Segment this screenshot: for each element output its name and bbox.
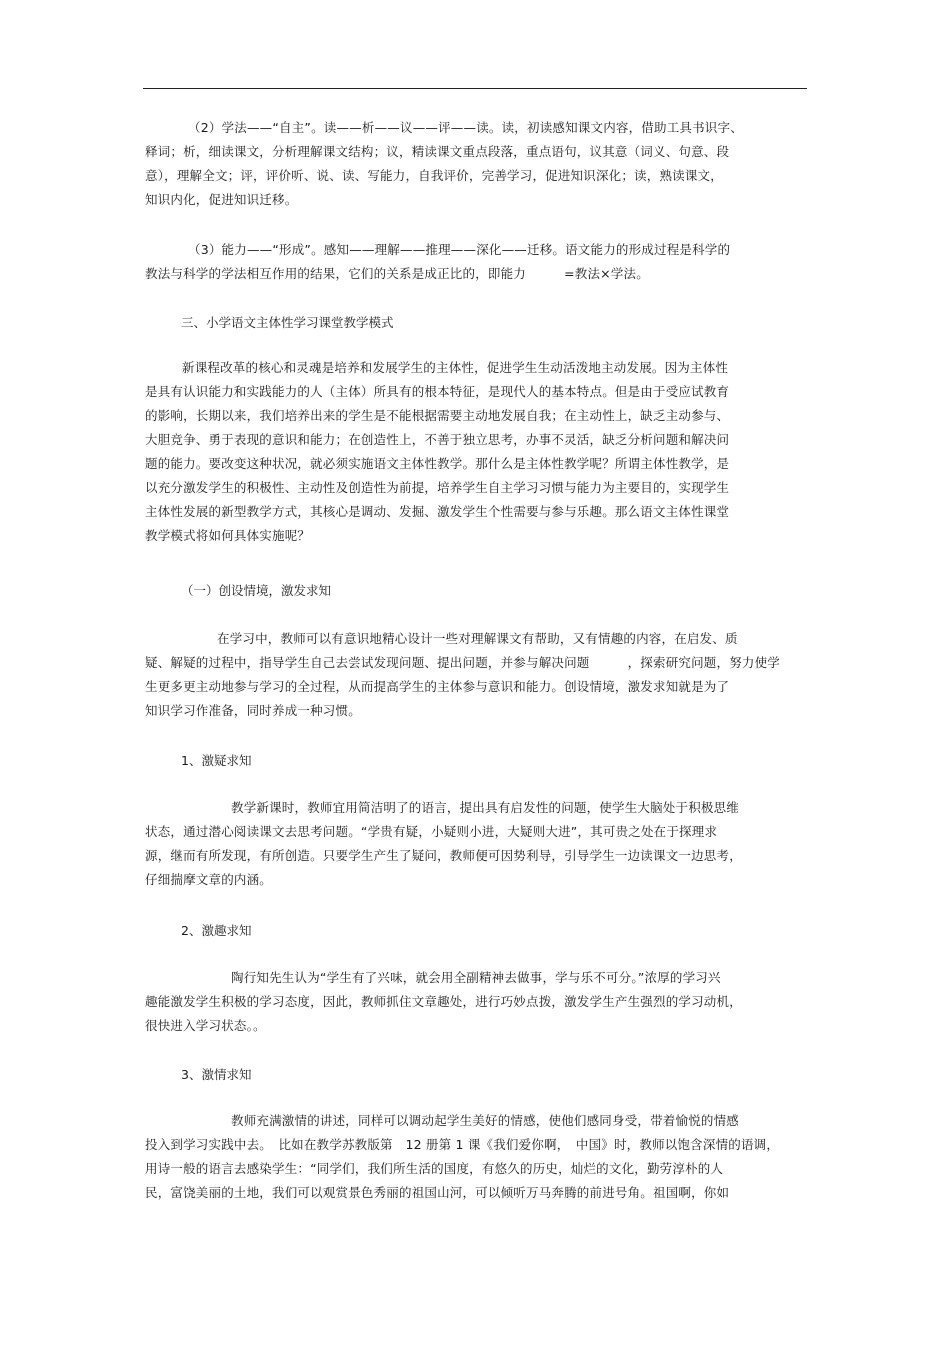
text-line: （3）能力——“形成”。感知——理解——推理——深化——迁移。语文能力的形成过程是科学的 bbox=[188, 242, 731, 257]
paragraph-item3 bbox=[145, 1109, 785, 1205]
item-title: 3、激情求知 bbox=[181, 1067, 252, 1082]
subsection-title: （一）创设情境，激发求知 bbox=[181, 583, 332, 598]
text-line: 仔细揣摩文章的内涵。 bbox=[145, 872, 273, 887]
text-line: 是具有认识能力和实践能力的人（主体）所具有的根本特征，是现代人的基本特点。但是由于受应试教育 bbox=[145, 384, 730, 399]
paragraph-item2 bbox=[145, 966, 785, 1038]
text-line: 在学习中，教师可以有意识地精心设计一些对理解课文有帮助，又有情趣的内容，在启发、质 bbox=[217, 631, 738, 646]
paragraph-xuefa bbox=[145, 116, 785, 212]
text-line: 大胆竞争、勇于表现的意识和能力；在创造性上，不善于独立思考，办事不灵活，缺乏分析问题和解决问 bbox=[145, 432, 730, 447]
text-line: （2）学法——“自主”。读——析——议——评——读。读，初读感知课文内容，借助工具书识字、 bbox=[188, 120, 743, 135]
text-line: 意），理解全文；评，评价听、说、读、写能力，自我评价，完善学习，促进知识深化；读，熟读课文， bbox=[145, 168, 723, 183]
header-rule bbox=[143, 88, 807, 89]
paragraph-sub1 bbox=[145, 627, 785, 723]
text-line: 教学模式将如何具体实施呢？ bbox=[145, 528, 311, 543]
text-line: 释词；析，细读课文，分析理解课文结构；议，精读课文重点段落，重点语句，议其意（词义、句意、段 bbox=[145, 144, 730, 159]
text-line: 以充分激发学生的积极性、主动性及创造性为前提，培养学生自主学习习惯与能力为主要目的，实现学生 bbox=[145, 480, 730, 495]
text-line: 的影响，长期以来，我们培养出来的学生是不能根据需要主动地发展自我；在主动性上，缺乏主动参与、 bbox=[145, 408, 730, 423]
text-line: 投入到学习实践中去。 比如在教学苏教版第 12 册第 1 课《我们爱你啊， 中国》时，教师以饱含深情的语调， bbox=[145, 1137, 780, 1152]
text-line: 用诗一般的语言去感染学生：“同学们，我们所生活的国度，有悠久的历史，灿烂的文化，勤劳淳朴的人 bbox=[145, 1161, 724, 1176]
item-title: 2、激趣求知 bbox=[181, 923, 252, 938]
text-line: 陶行知先生认为“学生有了兴味，就会用全副精神去做事，学与乐不可分。”浓厚的学习兴 bbox=[231, 970, 721, 985]
text-line: 知识学习作准备，同时养成一种习惯。 bbox=[145, 703, 361, 718]
text-line: 知识内化，促进知识迁移。 bbox=[145, 192, 298, 207]
paragraph-nengli bbox=[145, 238, 785, 286]
text-line: 民，富饶美丽的土地，我们可以观赏景色秀丽的祖国山河，可以倾听万马奔腾的前进号角。祖国啊，你如 bbox=[145, 1185, 730, 1200]
text-line: 疑、解疑的过程中，指导学生自己去尝试发现问题、提出问题，并参与解决问题 ，探索研究问题，努力使学 bbox=[145, 655, 781, 670]
text-line: 教法与科学的学法相互作用的结果，它们的关系是成正比的，即能力 =教法×学法。 bbox=[145, 266, 649, 281]
text-line: 主体性发展的新型教学方式，其核心是调动、发掘、激发学生个性需要与参与乐趣。那么语文主体性课堂 bbox=[145, 504, 730, 519]
text-line: 新课程改革的核心和灵魂是培养和发展学生的主体性，促进学生生动活泼地主动发展。因为主体性 bbox=[182, 360, 729, 375]
text-line: 状态，通过潜心阅读课文去思考问题。“学贵有疑，小疑则小进，大疑则大进”，其可贵之处在于探理求 bbox=[145, 824, 718, 839]
item-title: 1、激疑求知 bbox=[181, 753, 252, 768]
section-title: 三、小学语文主体性学习课堂教学模式 bbox=[181, 315, 394, 330]
text-line: 教学新课时，教师宜用简洁明了的语言，提出具有启发性的问题，使学生大脑处于积极思维 bbox=[231, 800, 740, 815]
text-line: 题的能力。要改变这种状况，就必须实施语文主体性教学。那什么是主体性教学呢？所谓主体性教学，是 bbox=[145, 456, 730, 471]
text-line: 很快进入学习状态。。 bbox=[145, 1018, 266, 1033]
text-line: 源，继而有所发现，有所创造。只要学生产生了疑问，教师便可因势利导，引导学生一边读课文一边思考， bbox=[145, 848, 742, 863]
text-line: 生更多更主动地参与学习的全过程，从而提高学生的主体参与意识和能力。创设情境，激发求知就是为了 bbox=[145, 679, 730, 694]
text-line: 趣能激发学生积极的学习态度，因此，教师抓住文章趣处，进行巧妙点拨，激发学生产生强烈的学习动机， bbox=[145, 994, 742, 1009]
paragraph-item1 bbox=[145, 796, 785, 892]
paragraph-intro bbox=[145, 356, 785, 548]
text-line: 教师充满激情的讲述，同样可以调动起学生美好的情感，使他们感同身受，带着愉悦的情感 bbox=[231, 1113, 740, 1128]
